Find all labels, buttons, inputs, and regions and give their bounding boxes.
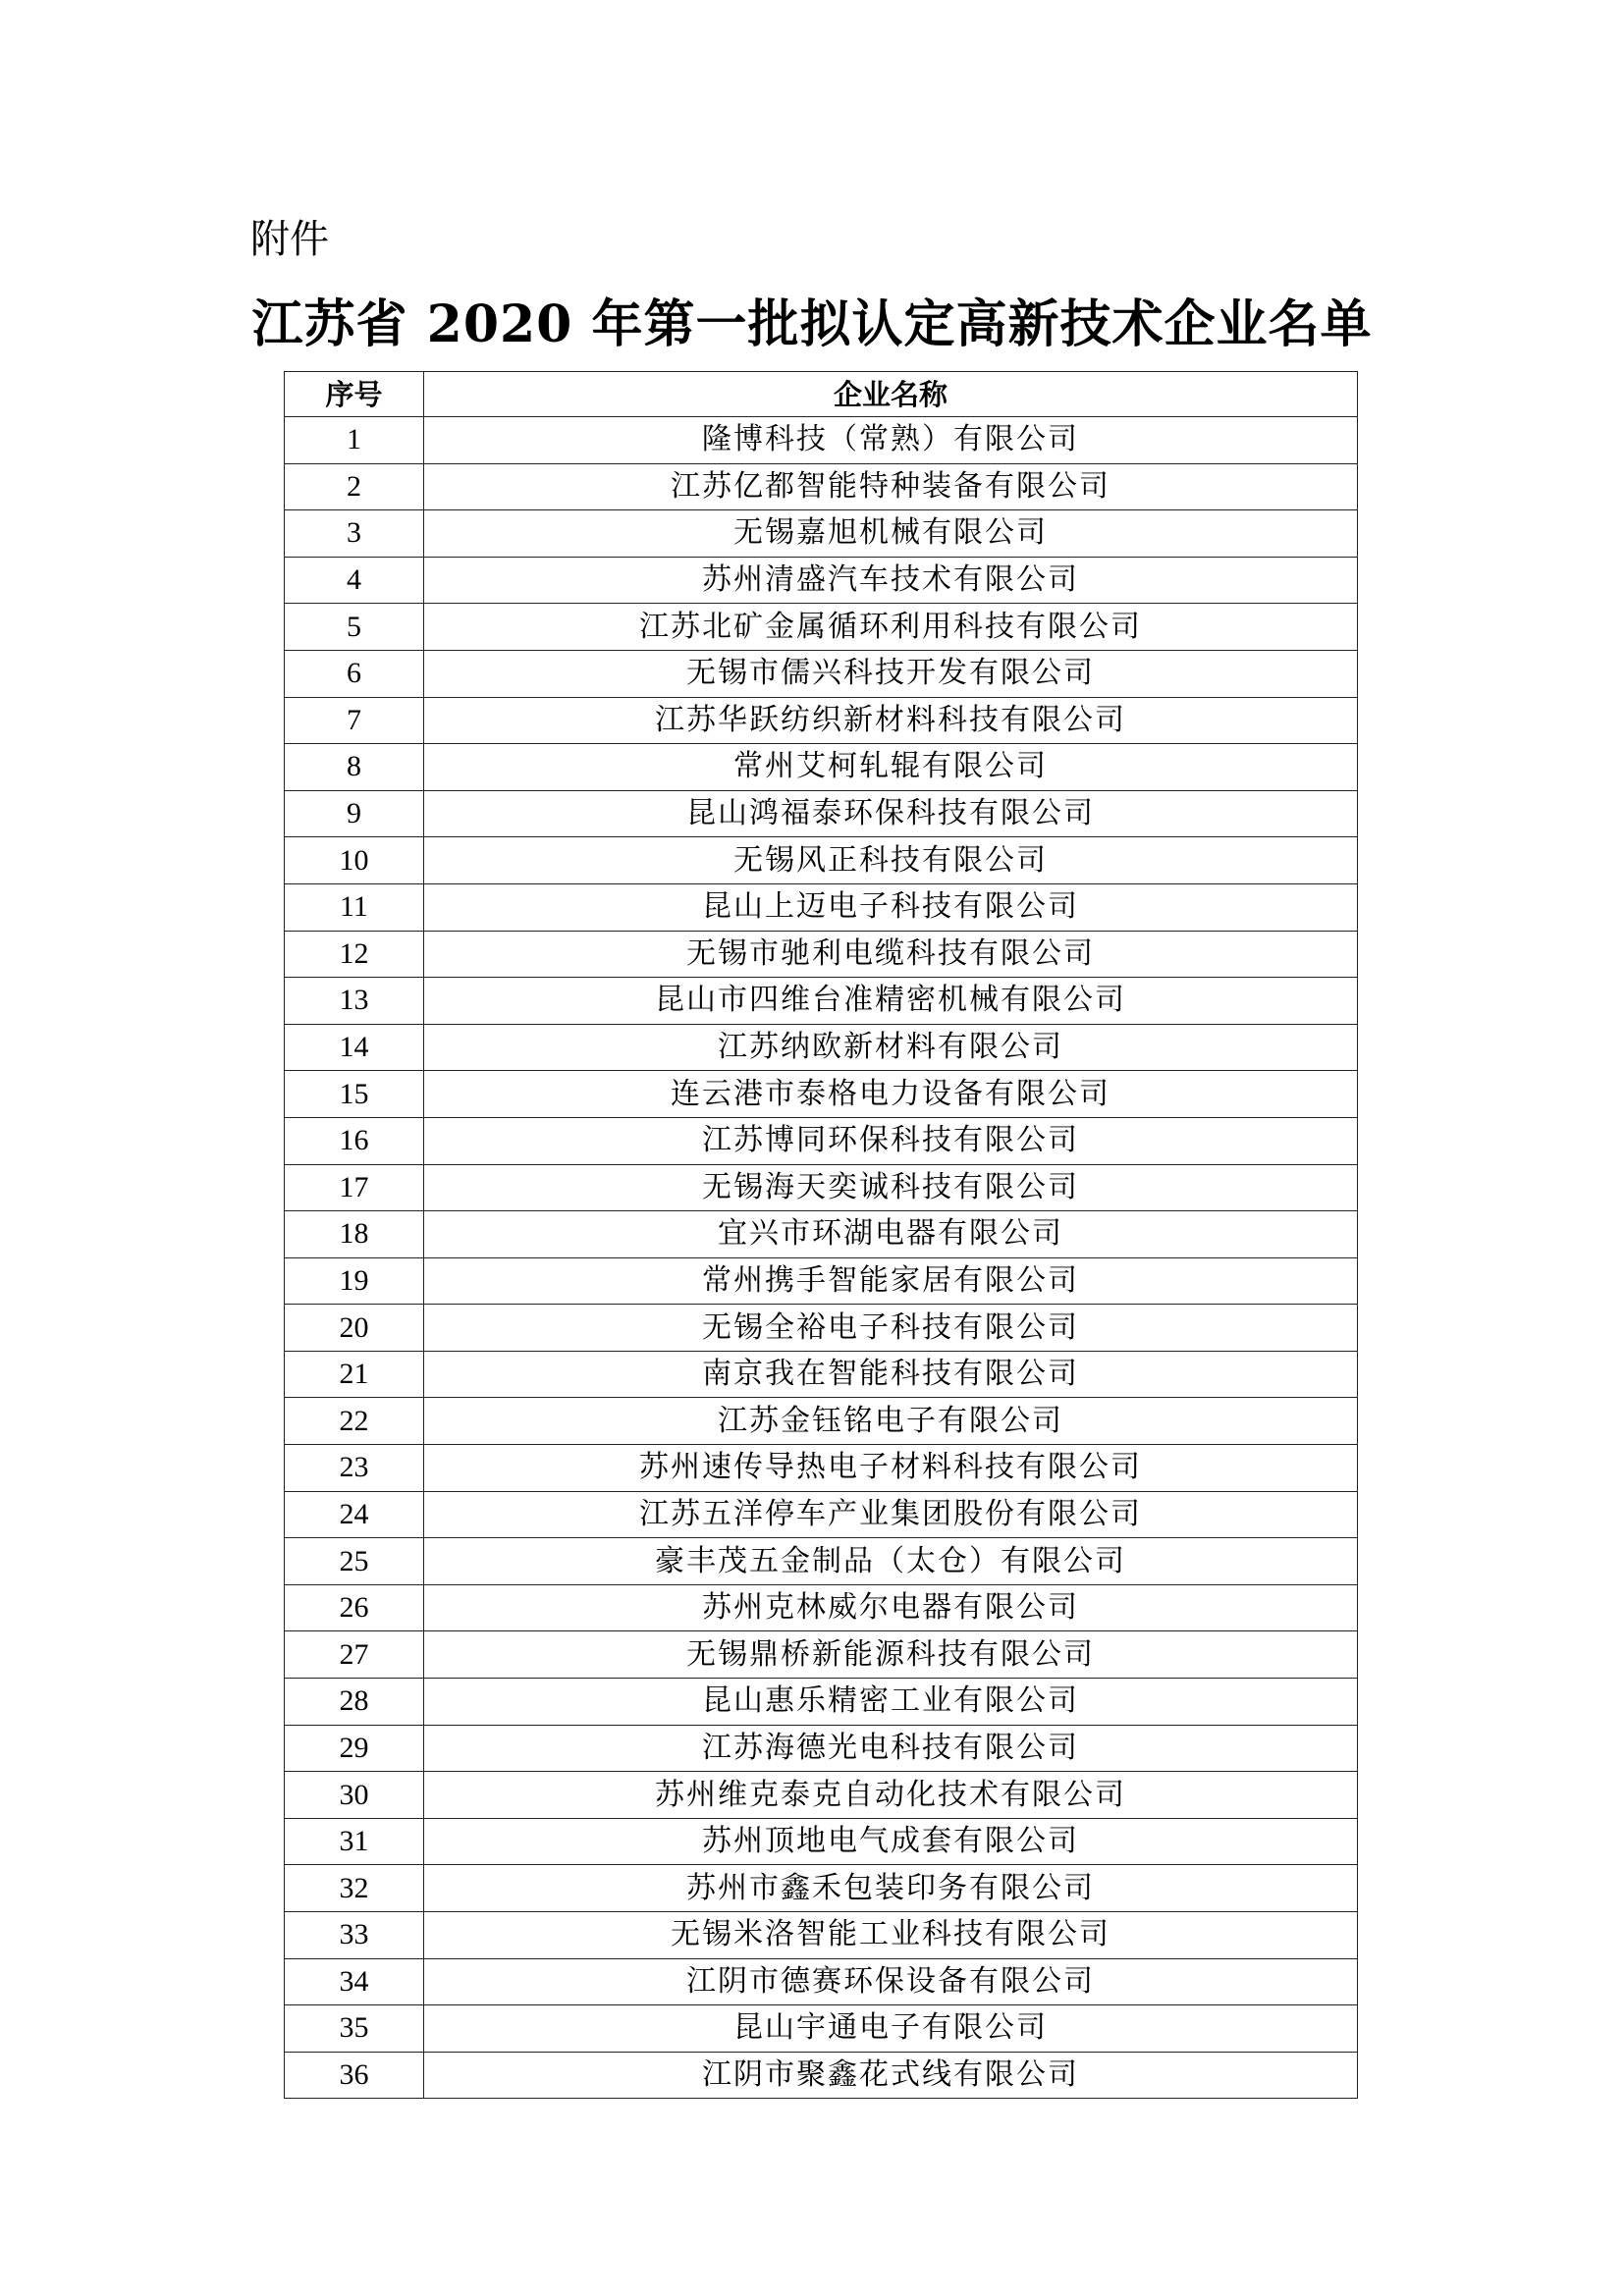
enterprise-name-cell: 江阴市聚鑫花式线有限公司: [424, 2052, 1358, 2099]
enterprise-name-cell: 江苏亿都智能特种装备有限公司: [424, 463, 1358, 510]
table-row: [285, 1491, 1358, 1538]
table-row: [285, 1164, 1358, 1211]
enterprise-name-cell: 昆山市四维台准精密机械有限公司: [424, 978, 1358, 1025]
enterprise-name-cell: 连云港市泰格电力设备有限公司: [424, 1071, 1358, 1118]
enterprise-name-cell: 苏州市鑫禾包装印务有限公司: [424, 1865, 1358, 1912]
enterprise-name-cell: 昆山惠乐精密工业有限公司: [424, 1679, 1358, 1726]
table-row: [285, 2005, 1358, 2053]
enterprise-name-cell: 江阴市德赛环保设备有限公司: [424, 1958, 1358, 2005]
enterprise-name-cell: 江苏纳欧新材料有限公司: [424, 1024, 1358, 1071]
table-row: [285, 1584, 1358, 1631]
serial-number-cell: 32: [285, 1865, 424, 1912]
enterprise-name-cell: 江苏北矿金属循环利用科技有限公司: [424, 604, 1358, 651]
enterprise-name-cell: 苏州克林威尔电器有限公司: [424, 1584, 1358, 1631]
enterprise-name-cell: 无锡市儒兴科技开发有限公司: [424, 650, 1358, 697]
enterprise-name-cell: 南京我在智能科技有限公司: [424, 1351, 1358, 1398]
table-row: [285, 931, 1358, 978]
table-row: [285, 463, 1358, 510]
table-row: [285, 604, 1358, 651]
serial-number-cell: 14: [285, 1024, 424, 1071]
serial-number-cell: 30: [285, 1772, 424, 1819]
table-row: [285, 1305, 1358, 1352]
serial-number-cell: 27: [285, 1631, 424, 1679]
serial-number-cell: 12: [285, 931, 424, 978]
enterprise-name-cell: 无锡嘉旭机械有限公司: [424, 510, 1358, 558]
table-row: [285, 1117, 1358, 1164]
enterprise-name-cell: 苏州清盛汽车技术有限公司: [424, 557, 1358, 604]
enterprise-name-cell: 无锡米洛智能工业科技有限公司: [424, 1912, 1358, 1959]
header-serial-number: 序号: [285, 372, 424, 417]
document-title: 江苏省 2020 年第一批拟认定高新技术企业名单: [251, 294, 1373, 354]
serial-number-cell: 6: [285, 650, 424, 697]
table-row: [285, 1772, 1358, 1819]
enterprise-name-cell: 无锡鼎桥新能源科技有限公司: [424, 1631, 1358, 1679]
table-row: [285, 1398, 1358, 1445]
table-row: [285, 1071, 1358, 1118]
enterprise-name-cell: 隆博科技（常熟）有限公司: [424, 417, 1358, 464]
enterprise-name-cell: 常州艾柯轧辊有限公司: [424, 744, 1358, 791]
table-row: [285, 1351, 1358, 1398]
serial-number-cell: 18: [285, 1211, 424, 1258]
enterprise-name-cell: 无锡风正科技有限公司: [424, 837, 1358, 884]
table-row: [285, 1865, 1358, 1912]
table-row: [285, 1538, 1358, 1585]
serial-number-cell: 11: [285, 883, 424, 931]
serial-number-cell: 31: [285, 1818, 424, 1865]
serial-number-cell: 3: [285, 510, 424, 558]
table-row: [285, 837, 1358, 884]
serial-number-cell: 24: [285, 1491, 424, 1538]
serial-number-cell: 7: [285, 697, 424, 744]
table-row: [285, 510, 1358, 558]
serial-number-cell: 25: [285, 1538, 424, 1585]
table-row: [285, 2052, 1358, 2099]
enterprise-name-cell: 昆山鸿福泰环保科技有限公司: [424, 790, 1358, 837]
table-row: [285, 1024, 1358, 1071]
enterprise-name-cell: 无锡全裕电子科技有限公司: [424, 1305, 1358, 1352]
enterprise-name-cell: 江苏金钰铭电子有限公司: [424, 1398, 1358, 1445]
serial-number-cell: 8: [285, 744, 424, 791]
attachment-label: 附件: [250, 217, 329, 262]
serial-number-cell: 19: [285, 1257, 424, 1305]
serial-number-cell: 1: [285, 417, 424, 464]
serial-number-cell: 15: [285, 1071, 424, 1118]
table-row: [285, 417, 1358, 464]
serial-number-cell: 21: [285, 1351, 424, 1398]
serial-number-cell: 9: [285, 790, 424, 837]
serial-number-cell: 22: [285, 1398, 424, 1445]
serial-number-cell: 33: [285, 1912, 424, 1959]
table-row: [285, 1912, 1358, 1959]
enterprise-name-cell: 昆山上迈电子科技有限公司: [424, 883, 1358, 931]
serial-number-cell: 5: [285, 604, 424, 651]
table-row: [285, 883, 1358, 931]
enterprise-name-cell: 江苏海德光电科技有限公司: [424, 1725, 1358, 1772]
table-header-row: [285, 372, 1358, 417]
table-row: [285, 1211, 1358, 1258]
enterprise-name-cell: 江苏五洋停车产业集团股份有限公司: [424, 1491, 1358, 1538]
table-row: [285, 1631, 1358, 1679]
serial-number-cell: 23: [285, 1445, 424, 1492]
table-body: [285, 417, 1358, 2099]
enterprise-name-cell: 苏州速传导热电子材料科技有限公司: [424, 1445, 1358, 1492]
enterprise-name-cell: 昆山宇通电子有限公司: [424, 2005, 1358, 2053]
enterprise-name-cell: 豪丰茂五金制品（太仓）有限公司: [424, 1538, 1358, 1585]
serial-number-cell: 4: [285, 557, 424, 604]
table-row: [285, 790, 1358, 837]
table-row: [285, 1257, 1358, 1305]
table-row: [285, 650, 1358, 697]
serial-number-cell: 10: [285, 837, 424, 884]
serial-number-cell: 20: [285, 1305, 424, 1352]
enterprise-name-cell: 常州携手智能家居有限公司: [424, 1257, 1358, 1305]
table-row: [285, 1679, 1358, 1726]
table-row: [285, 1818, 1358, 1865]
serial-number-cell: 34: [285, 1958, 424, 2005]
serial-number-cell: 26: [285, 1584, 424, 1631]
serial-number-cell: 2: [285, 463, 424, 510]
serial-number-cell: 28: [285, 1679, 424, 1726]
table-row: [285, 1958, 1358, 2005]
serial-number-cell: 29: [285, 1725, 424, 1772]
enterprise-name-cell: 宜兴市环湖电器有限公司: [424, 1211, 1358, 1258]
enterprise-table: [284, 371, 1358, 2099]
table-row: [285, 744, 1358, 791]
enterprise-name-cell: 无锡海天奕诚科技有限公司: [424, 1164, 1358, 1211]
table-row: [285, 1725, 1358, 1772]
enterprise-name-cell: 无锡市驰利电缆科技有限公司: [424, 931, 1358, 978]
table-row: [285, 557, 1358, 604]
serial-number-cell: 36: [285, 2052, 424, 2099]
serial-number-cell: 17: [285, 1164, 424, 1211]
table-row: [285, 1445, 1358, 1492]
enterprise-name-cell: 苏州维克泰克自动化技术有限公司: [424, 1772, 1358, 1819]
enterprise-name-cell: 苏州顶地电气成套有限公司: [424, 1818, 1358, 1865]
serial-number-cell: 13: [285, 978, 424, 1025]
serial-number-cell: 16: [285, 1117, 424, 1164]
table-row: [285, 978, 1358, 1025]
serial-number-cell: 35: [285, 2005, 424, 2053]
enterprise-name-cell: 江苏华跃纺织新材料科技有限公司: [424, 697, 1358, 744]
table-row: [285, 697, 1358, 744]
header-enterprise-name: 企业名称: [424, 372, 1358, 417]
enterprise-name-cell: 江苏博同环保科技有限公司: [424, 1117, 1358, 1164]
